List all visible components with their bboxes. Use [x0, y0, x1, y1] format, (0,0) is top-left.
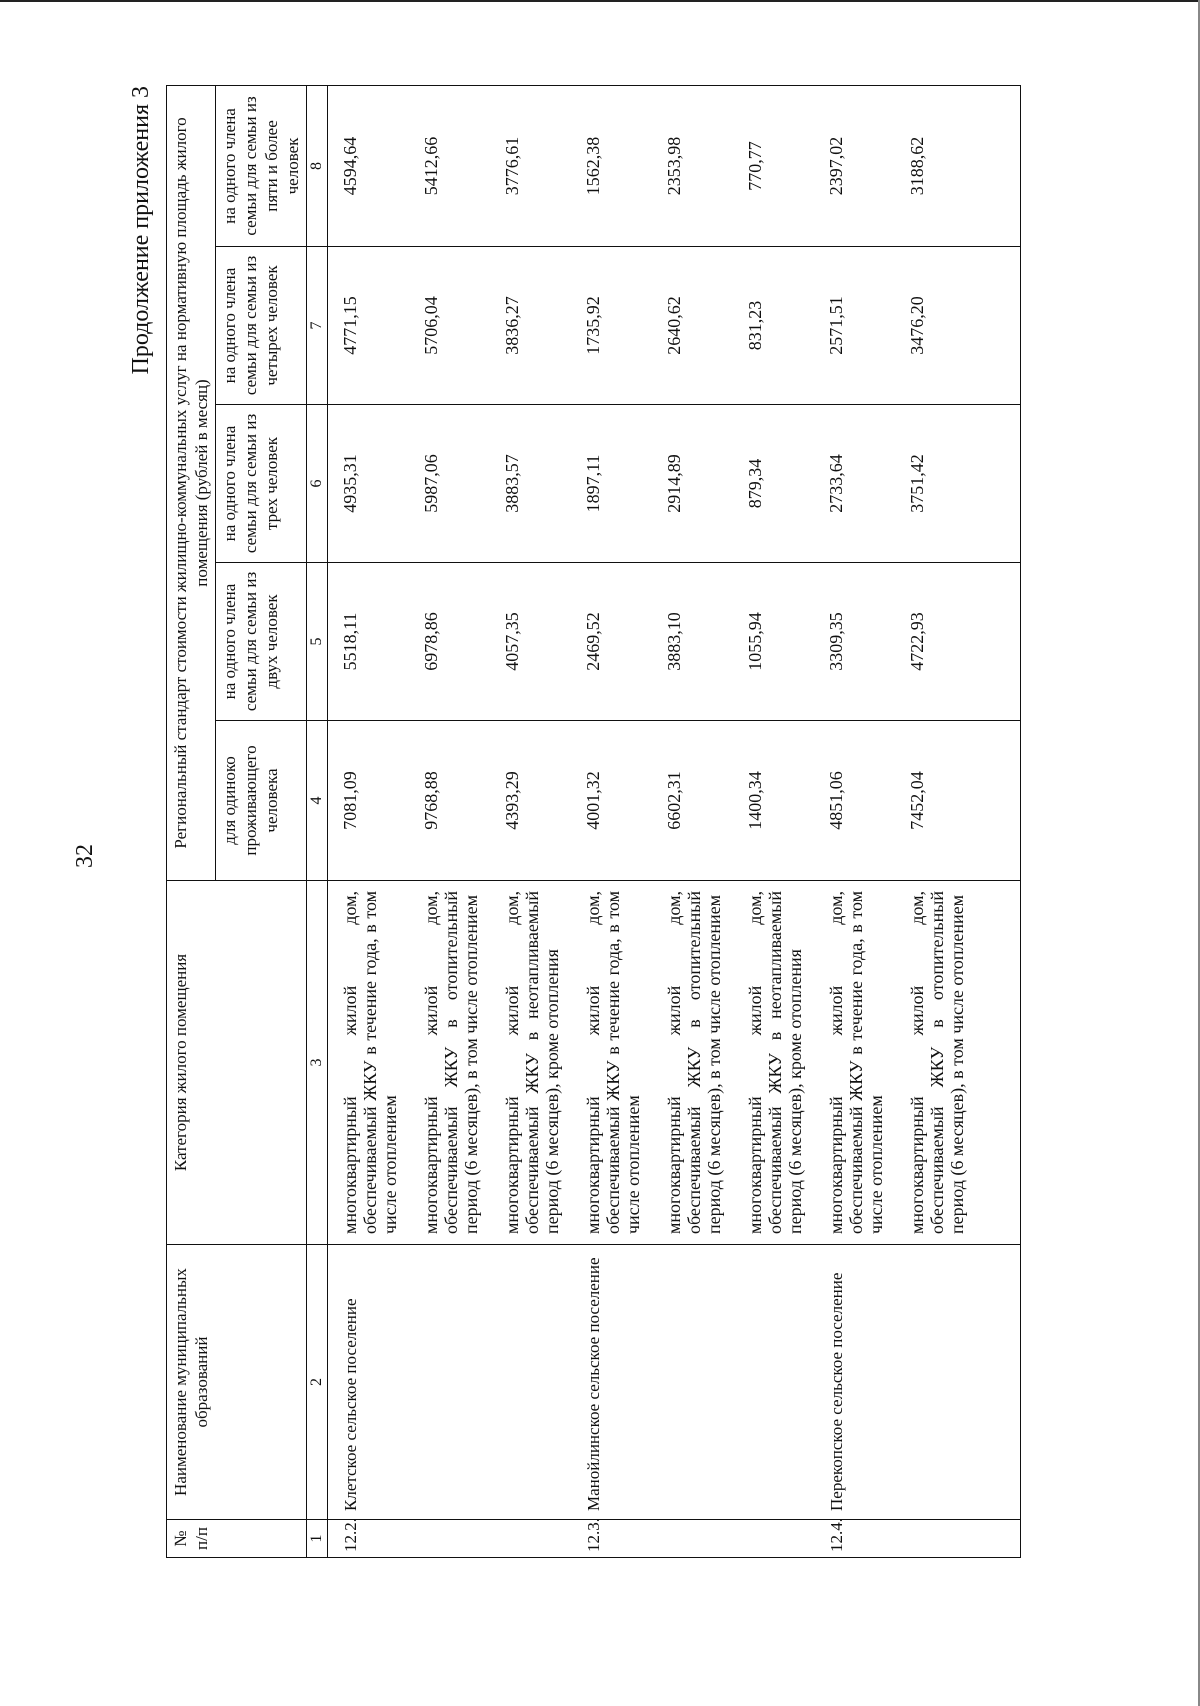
table-row	[742, 85, 823, 1557]
municipality-name: Манойлинское сельское поселение	[580, 1245, 661, 1520]
page-number: 32	[72, 844, 98, 868]
column-number: 1	[307, 1520, 328, 1558]
value-family-5-plus: 2353,98	[661, 85, 742, 246]
value-family-2: 2469,52	[580, 563, 661, 721]
value-family-3: 3883,57	[499, 405, 580, 563]
column-number: 5	[307, 563, 328, 721]
value-family-4: 2640,62	[661, 247, 742, 405]
value-family-4: 2571,51	[823, 247, 904, 405]
header-municipality: Наименование муниципальных образований	[167, 1245, 307, 1520]
value-family-3: 4935,31	[328, 405, 419, 563]
value-single: 7452,04	[904, 721, 1021, 881]
housing-category: многоквартирный жилой дом, обеспечиваемый ЖКУ в течение года, в том числе отоплением	[328, 881, 419, 1245]
row-number: 12.3.	[580, 1520, 661, 1558]
value-single: 9768,88	[418, 721, 499, 881]
value-family-5-plus: 770,77	[742, 85, 823, 246]
value-single: 4851,06	[823, 721, 904, 881]
value-family-4: 831,23	[742, 247, 823, 405]
table-row	[661, 85, 742, 1557]
row-number	[661, 1520, 742, 1558]
column-number: 6	[307, 405, 328, 563]
header-col4: для одиноко проживающего человека	[216, 721, 307, 881]
value-family-5-plus: 4594,64	[328, 85, 419, 246]
value-single: 1400,34	[742, 721, 823, 881]
header-col6: на одного члена семьи для семьи из трех человек	[216, 405, 307, 563]
column-number: 3	[307, 881, 328, 1245]
value-single: 4001,32	[580, 721, 661, 881]
value-family-5-plus: 3776,61	[499, 85, 580, 246]
table-row	[328, 85, 419, 1557]
value-family-2: 4722,93	[904, 563, 1021, 721]
value-family-5-plus: 3188,62	[904, 85, 1021, 246]
value-family-5-plus: 2397,02	[823, 85, 904, 246]
table-body	[328, 85, 1021, 1557]
value-family-4: 3476,20	[904, 247, 1021, 405]
column-number: 8	[307, 85, 328, 246]
municipality-name	[499, 1245, 580, 1520]
row-number	[418, 1520, 499, 1558]
value-family-2: 3883,10	[661, 563, 742, 721]
row-number: 12.2.	[328, 1520, 419, 1558]
housing-category: многоквартирный жилой дом, обеспечиваемый ЖКУ в отопительный период (6 месяцев), в том числе отоплением	[418, 881, 499, 1245]
row-number: 12.4.	[823, 1520, 904, 1558]
value-single: 7081,09	[328, 721, 419, 881]
housing-category: многоквартирный жилой дом, обеспечиваемый ЖКУ в течение года, в том числе отоплением	[823, 881, 904, 1245]
value-family-3: 3751,42	[904, 405, 1021, 563]
header-num: № п/п	[167, 1520, 307, 1558]
municipality-name	[904, 1245, 1021, 1520]
housing-category: многоквартирный жилой дом, обеспечиваемый ЖКУ в течение года, в том числе отоплением	[580, 881, 661, 1245]
row-number	[499, 1520, 580, 1558]
value-family-4: 3836,27	[499, 247, 580, 405]
header-category: Категория жилого помещения	[167, 881, 307, 1245]
row-number	[742, 1520, 823, 1558]
value-single: 4393,29	[499, 721, 580, 881]
value-family-2: 4057,35	[499, 563, 580, 721]
value-family-2: 6978,86	[418, 563, 499, 721]
value-single: 6602,31	[661, 721, 742, 881]
header-col7: на одного члена семьи для семьи из четырех человек	[216, 247, 307, 405]
value-family-2: 5518,11	[328, 563, 419, 721]
table-row	[904, 85, 1021, 1557]
value-family-4: 4771,15	[328, 247, 419, 405]
column-number: 7	[307, 247, 328, 405]
value-family-2: 3309,35	[823, 563, 904, 721]
housing-category: многоквартирный жилой дом, обеспечиваемый ЖКУ в отопительный период (6 месяцев), в том числе отоплением	[904, 881, 1021, 1245]
header-col8: на одного члена семьи для семьи из пяти и более человек	[216, 85, 307, 246]
value-family-5-plus: 5412,66	[418, 85, 499, 246]
value-family-3: 2914,89	[661, 405, 742, 563]
value-family-5-plus: 1562,38	[580, 85, 661, 246]
row-number	[904, 1520, 1021, 1558]
municipality-name: Перекопское сельское поселение	[823, 1245, 904, 1520]
housing-category: многоквартирный жилой дом, обеспечиваемый ЖКУ в неотапливаемый период (6 месяцев), кроме отопления	[742, 881, 823, 1245]
value-family-3: 1897,11	[580, 405, 661, 563]
housing-cost-standard-table	[166, 85, 1021, 1558]
table-row	[499, 85, 580, 1557]
table-row	[823, 85, 904, 1557]
value-family-3: 2733,64	[823, 405, 904, 563]
value-family-2: 1055,94	[742, 563, 823, 721]
value-family-3: 879,34	[742, 405, 823, 563]
continuation-title: Продолжение приложения 3	[128, 86, 154, 375]
header-col5: на одного члена семьи для семьи из двух человек	[216, 563, 307, 721]
column-number: 4	[307, 721, 328, 881]
municipality-name	[742, 1245, 823, 1520]
table-row	[580, 85, 661, 1557]
table-row	[418, 85, 499, 1557]
municipality-name	[661, 1245, 742, 1520]
value-family-3: 5987,06	[418, 405, 499, 563]
value-family-4: 1735,92	[580, 247, 661, 405]
header-standard-group: Региональный стандарт стоимости жилищно-коммунальных услуг на нормативную площадь жилого помещения (рублей в месяц)	[167, 85, 216, 880]
housing-category: многоквартирный жилой дом, обеспечиваемый ЖКУ в неотапливаемый период (6 месяцев), кроме отопления	[499, 881, 580, 1245]
column-number: 2	[307, 1245, 328, 1520]
value-family-4: 5706,04	[418, 247, 499, 405]
housing-category: многоквартирный жилой дом, обеспечиваемый ЖКУ в отопительный период (6 месяцев), в том числе отоплением	[661, 881, 742, 1245]
municipality-name: Клетское сельское поселение	[328, 1245, 419, 1520]
municipality-name	[418, 1245, 499, 1520]
